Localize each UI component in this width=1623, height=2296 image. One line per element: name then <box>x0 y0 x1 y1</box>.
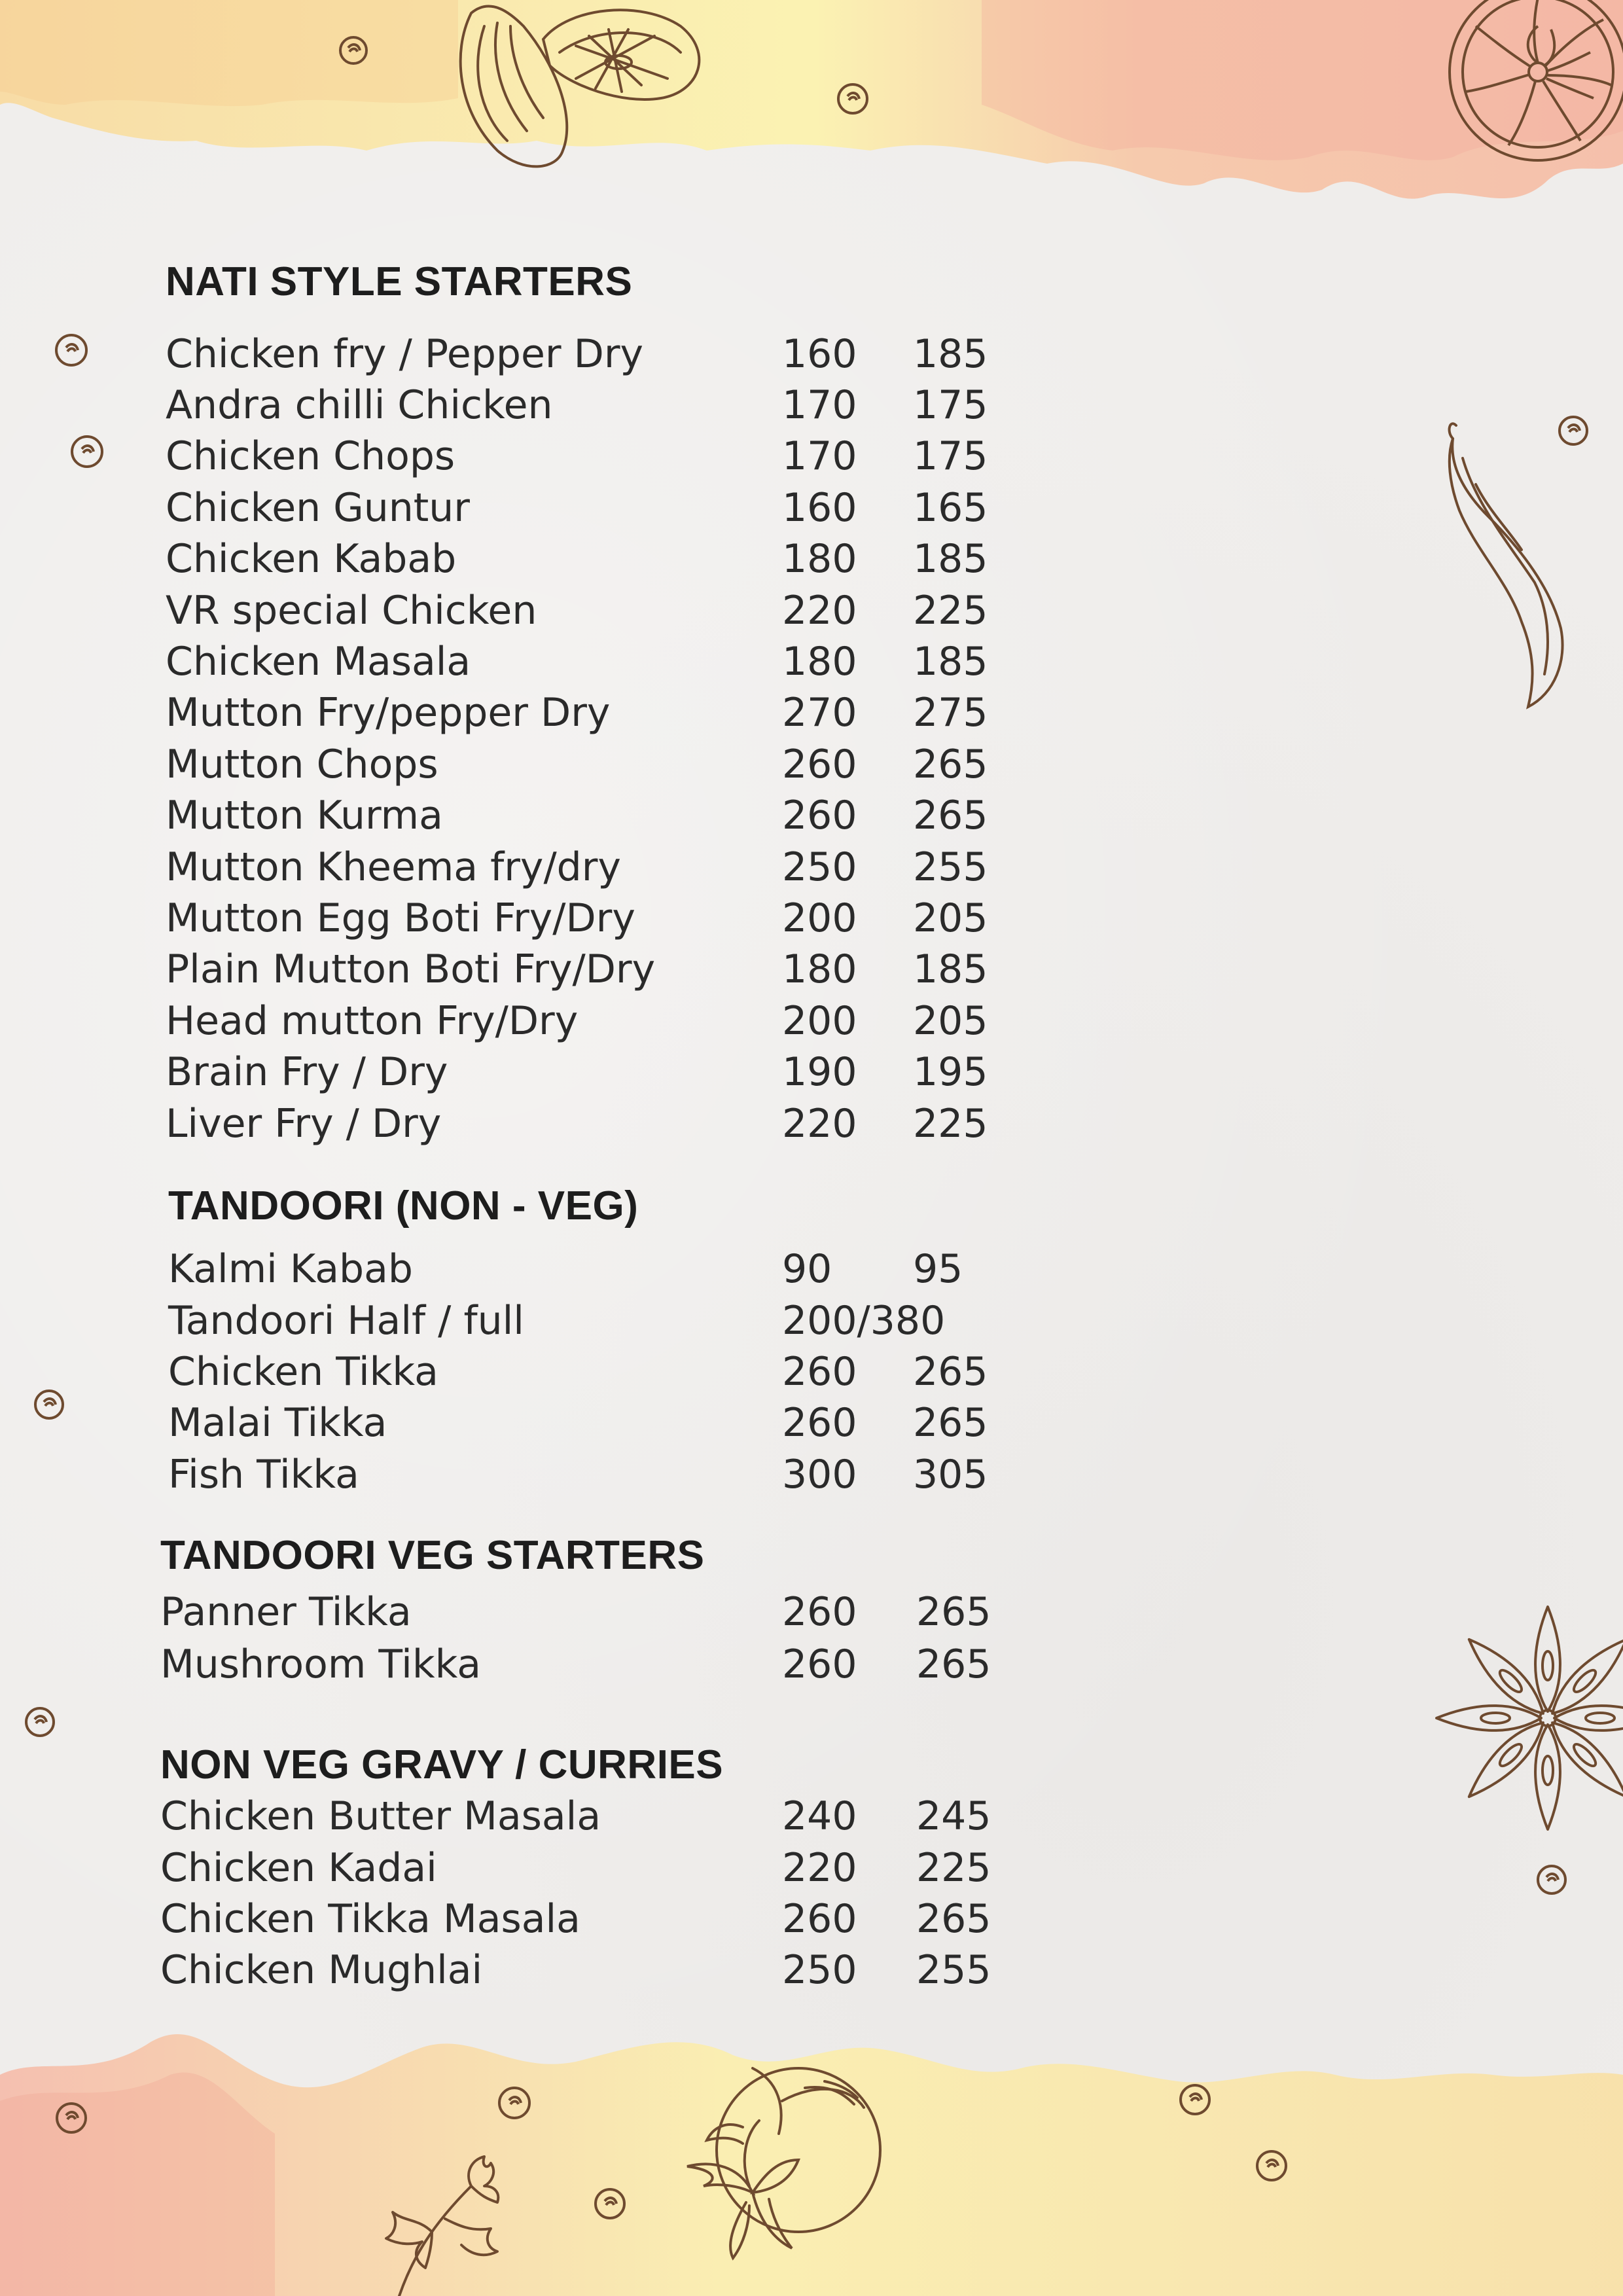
item-price-2: 185 <box>913 946 988 992</box>
item-name: Mushroom Tikka <box>160 1641 482 1687</box>
menu-item <box>166 842 1213 893</box>
item-price-2: 175 <box>913 382 988 428</box>
menu-item <box>160 1791 1207 1842</box>
item-price-1: 200/380 <box>782 1298 946 1344</box>
menu-item <box>168 1449 1215 1500</box>
item-price-1: 200 <box>782 895 857 941</box>
item-price-2: 185 <box>913 331 988 377</box>
item-name: Mutton Egg Boti Fry/Dry <box>166 895 635 941</box>
item-name: Chicken Masala <box>166 639 471 685</box>
item-price-2: 265 <box>913 793 988 838</box>
menu-item <box>166 893 1213 944</box>
item-price-1: 250 <box>782 1947 857 1993</box>
item-price-2: 305 <box>913 1452 988 1498</box>
item-price-2: 265 <box>913 1349 988 1395</box>
item-price-2: 245 <box>916 1793 991 1839</box>
menu-item <box>166 739 1213 790</box>
menu-item <box>168 1244 1215 1295</box>
item-price-1: 180 <box>782 536 857 582</box>
item-name: Mutton Fry/pepper Dry <box>166 690 611 736</box>
item-price-1: 90 <box>782 1246 832 1292</box>
menu-item <box>168 1295 1215 1346</box>
menu-item <box>160 1945 1207 1996</box>
item-price-1: 170 <box>782 382 857 428</box>
menu-item <box>168 1346 1215 1397</box>
menu-item <box>166 687 1213 738</box>
item-price-2: 265 <box>916 1589 991 1635</box>
item-price-2: 185 <box>913 639 988 685</box>
menu-item <box>166 944 1213 995</box>
item-price-1: 300 <box>782 1452 857 1498</box>
menu-item <box>160 1893 1207 1945</box>
menu-item <box>166 1098 1213 1149</box>
item-name: Malai Tikka <box>168 1400 387 1446</box>
item-name: Liver Fry / Dry <box>166 1101 442 1147</box>
item-price-1: 160 <box>782 485 857 531</box>
item-price-1: 220 <box>782 1845 857 1891</box>
item-price-2: 185 <box>913 536 988 582</box>
item-name: Andra chilli Chicken <box>166 382 553 428</box>
item-price-1: 180 <box>782 639 857 685</box>
item-price-1: 260 <box>782 1641 857 1687</box>
menu-item <box>166 790 1213 841</box>
section-title-non-veg-gravy-curries: NON VEG GRAVY / CURRIES <box>160 1742 724 1787</box>
menu-item <box>166 1047 1213 1098</box>
item-price-2: 265 <box>916 1896 991 1942</box>
item-price-1: 260 <box>782 742 857 787</box>
item-price-1: 260 <box>782 1896 857 1942</box>
item-price-1: 260 <box>782 1349 857 1395</box>
item-price-2: 95 <box>913 1246 963 1292</box>
item-price-2: 265 <box>913 1400 988 1446</box>
item-price-1: 250 <box>782 844 857 890</box>
menu-item <box>160 1587 1207 1638</box>
item-name: Chicken Tikka <box>168 1349 438 1395</box>
item-name: Chicken fry / Pepper Dry <box>166 331 644 377</box>
menu-item <box>168 1397 1215 1448</box>
item-name: Chicken Kabab <box>166 536 457 582</box>
item-price-1: 220 <box>782 1101 857 1147</box>
menu-item <box>166 996 1213 1047</box>
item-price-2: 225 <box>913 1101 988 1147</box>
item-price-1: 260 <box>782 1589 857 1635</box>
item-name: Panner Tikka <box>160 1589 412 1635</box>
item-price-2: 275 <box>913 690 988 736</box>
item-name: Plain Mutton Boti Fry/Dry <box>166 946 656 992</box>
item-price-1: 160 <box>782 331 857 377</box>
item-name: Chicken Tikka Masala <box>160 1896 580 1942</box>
item-price-2: 225 <box>913 588 988 634</box>
item-name: Mutton Kheema fry/dry <box>166 844 621 890</box>
item-price-1: 170 <box>782 433 857 479</box>
menu-item <box>166 585 1213 636</box>
menu-item <box>160 1639 1207 1690</box>
menu-item <box>166 431 1213 482</box>
item-name: Chicken Guntur <box>166 485 470 531</box>
item-name: VR special Chicken <box>166 588 537 634</box>
menu-item <box>166 329 1213 380</box>
item-price-2: 255 <box>916 1947 991 1993</box>
item-price-2: 255 <box>913 844 988 890</box>
item-price-1: 260 <box>782 1400 857 1446</box>
item-price-2: 265 <box>916 1641 991 1687</box>
item-price-1: 220 <box>782 588 857 634</box>
item-price-2: 265 <box>913 742 988 787</box>
item-price-2: 205 <box>913 895 988 941</box>
menu-item <box>166 482 1213 533</box>
item-price-1: 260 <box>782 793 857 838</box>
item-price-2: 225 <box>916 1845 991 1891</box>
item-price-1: 180 <box>782 946 857 992</box>
item-name: Mutton Kurma <box>166 793 443 838</box>
menu-item <box>166 533 1213 584</box>
item-name: Fish Tikka <box>168 1452 359 1498</box>
item-name: Chicken Kadai <box>160 1845 437 1891</box>
item-name: Kalmi Kabab <box>168 1246 413 1292</box>
item-name: Head mutton Fry/Dry <box>166 998 579 1044</box>
item-name: Chicken Chops <box>166 433 455 479</box>
item-name: Tandoori Half / full <box>168 1298 524 1344</box>
menu-item <box>166 636 1213 687</box>
item-price-1: 270 <box>782 690 857 736</box>
menu-item <box>166 380 1213 431</box>
item-price-2: 165 <box>913 485 988 531</box>
item-price-2: 175 <box>913 433 988 479</box>
item-price-2: 195 <box>913 1049 988 1095</box>
item-price-2: 205 <box>913 998 988 1044</box>
menu-item <box>160 1842 1207 1893</box>
item-price-1: 240 <box>782 1793 857 1839</box>
item-name: Chicken Butter Masala <box>160 1793 601 1839</box>
section-title-nati-style-starters: NATI STYLE STARTERS <box>166 259 633 304</box>
item-name: Brain Fry / Dry <box>166 1049 448 1095</box>
item-name: Mutton Chops <box>166 742 438 787</box>
item-price-1: 190 <box>782 1049 857 1095</box>
section-title-tandoori-veg-starters: TANDOORI VEG STARTERS <box>160 1533 705 1578</box>
item-name: Chicken Mughlai <box>160 1947 483 1993</box>
section-title-tandoori-non-veg: TANDOORI (NON - VEG) <box>168 1183 639 1229</box>
item-price-1: 200 <box>782 998 857 1044</box>
